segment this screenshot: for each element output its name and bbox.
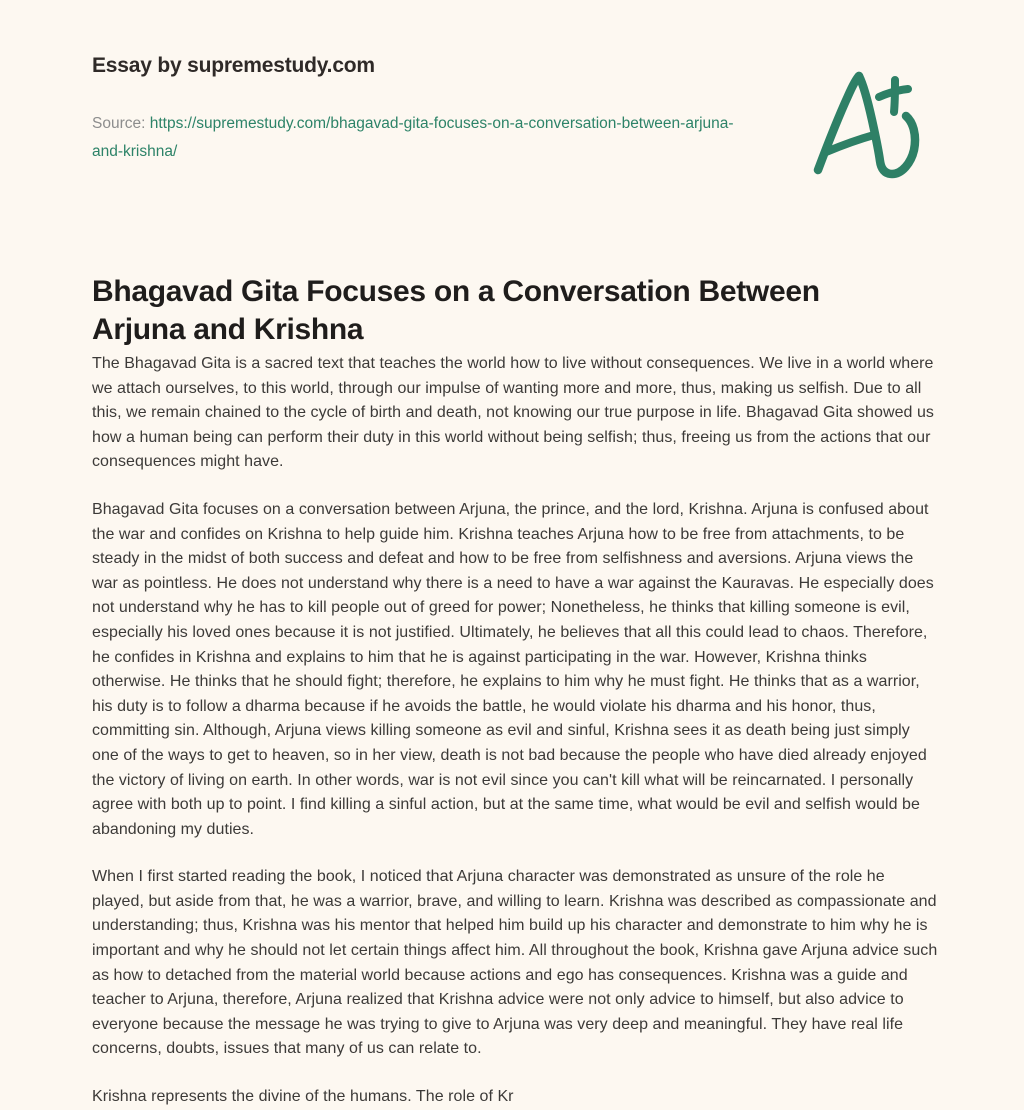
page-header bbox=[0, 0, 1024, 200]
page-title: Bhagavad Gita Focuses on a Conversation Between Arjuna and Krishna bbox=[92, 275, 820, 347]
paragraph: Bhagavad Gita focuses on a conversation between Arjuna, the prince, and the lord, Krishna. Arjuna is confused about the war and confides on Krishna to help guide him. Krishna teaches Arjuna how to be free from attachments, to be steady in the midst of both success and defeat and how to be free from selfishness and aversions. Arjuna views the war as pointless. He does not understand why there is a need to have a war against the Kauravas. He especially does not understand why he has to kill people out of greed for power; Nonetheless, he thinks that killing someone is evil, especially his loved ones because it is not justified. Ultimately, he believes that all this could lead to chaos. Therefore, he confides in Krishna and explains to him that he is against participating in the war. However, Krishna thinks otherwise. He thinks that he should fight; therefore, he explains to him why he must fight. He thinks that as a warrior, his duty is to follow a dharma because if he avoids the battle, he would violate his dharma and his honor, thus, committing sin. Although, Arjuna views killing someone as evil and sinful, Krishna sees it as death being just simply one of the ways to get to heaven, so in her view, death is not bad because the people who have died already enjoyed the victory of living on earth. In other words, war is not evil since you can't kill what will be reincarnated. I personally agree with both up to point. I find killing a sinful action, but at the same time, what would be evil and selfish would be abandoning my duties. bbox=[92, 500, 934, 838]
source-line bbox=[92, 110, 764, 166]
source-label: Source: bbox=[92, 115, 146, 132]
essay-attribution: Essay by supremestudy.com bbox=[92, 54, 375, 77]
a-plus-logo-icon bbox=[800, 62, 930, 182]
paragraph: Krishna represents the divine of the humans. The role of Kr bbox=[92, 1088, 514, 1106]
paragraph: The Bhagavad Gita is a sacred text that teaches the world how to live without consequences. We live in a world where we attach ourselves, to this world, through our impulse of wanting more and more, thus, making us selfish. Due to all this, we remain chained to the cycle of birth and death, not knowing our true purpose in life. Bhagavad Gita showed us how a human being can perform their duty in this world without being selfish; thus, freeing us from the actions that our consequences might have. bbox=[92, 355, 934, 471]
paragraph: When I first started reading the book, I noticed that Arjuna character was demonstrated as unsure of the role he played, but aside from that, he was a warrior, brave, and willing to learn. Krishna was described as compassionate and understanding; thus, Krishna was his mentor that helped him build up his character and demonstrate to him why he is important and why he should not let certain things affect him. All throughout the book, Krishna gave Arjuna advice such as how to detached from the material world because actions and ego has consequences. Krishna was a guide and teacher to Arjuna, therefore, Arjuna realized that Krishna advice were not only advice to himself, but also advice to everyone because the message he was trying to give to Arjuna was very deep and meaningful. They have real life concerns, doubts, issues that many of us can relate to. bbox=[92, 868, 938, 1058]
supremestudy-a-plus-logo bbox=[800, 62, 930, 182]
article-body bbox=[92, 352, 940, 1110]
source-url-link[interactable]: https://supremestudy.com/bhagavad-gita-focuses-on-a-conversation-between-arjuna-and-krishna/ bbox=[92, 115, 734, 160]
